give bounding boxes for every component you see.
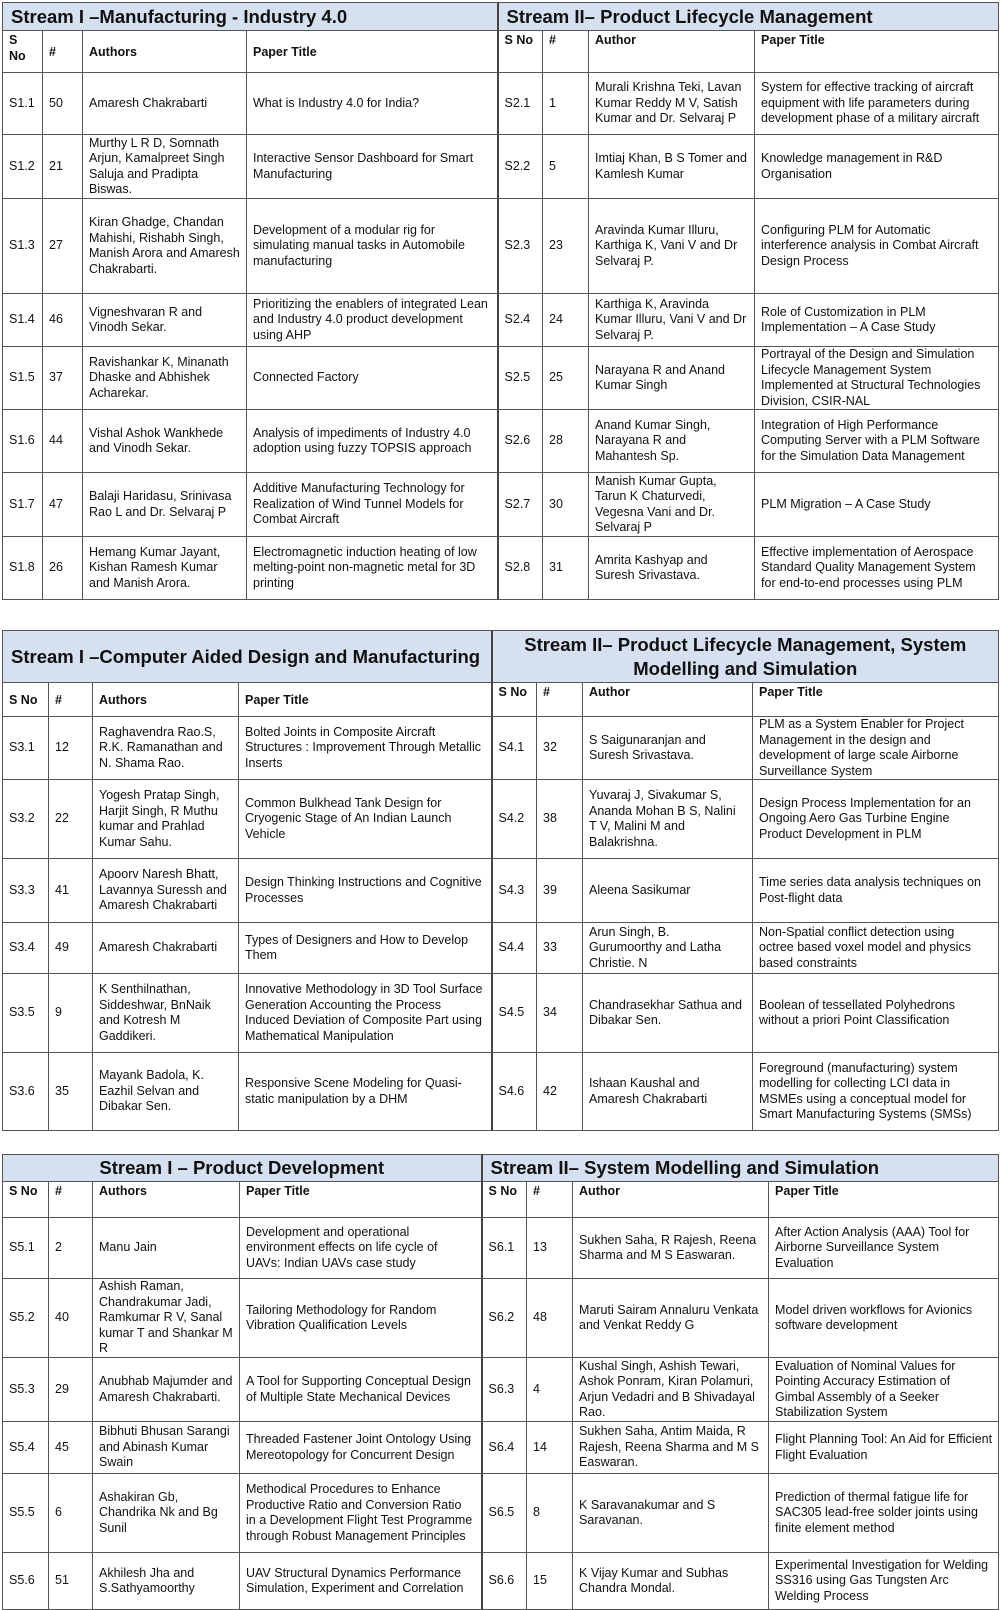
paper-title-cell: Development and operational environment effects on life cycle of UAVs: Indian UAVs case study [240,1218,482,1279]
authors-cell: K Saravanakumar and S Saravanan. [573,1474,769,1553]
authors-cell: Sukhen Saha, R Rajesh, Reena Sharma and M S Easwaran. [573,1218,769,1279]
col-header-sno: S No [492,683,537,717]
session-block-1 [2,2,998,600]
table-row [3,473,999,537]
schedule-table [2,2,999,600]
session-id: S1.8 [3,537,43,600]
paper-number: 41 [49,859,93,923]
table-row [3,1422,999,1474]
paper-title-cell: Experimental Investigation for Welding SS316 using Gas Tungsten Arc Welding Process [769,1553,999,1610]
paper-number: 32 [537,717,583,780]
col-header-number: # [43,31,83,73]
session-id: S3.3 [3,859,49,923]
session-block-3 [2,1154,998,1610]
session-id: S3.6 [3,1053,49,1131]
paper-title-cell: Design Thinking Instructions and Cognitive Processes [239,859,492,923]
paper-title-cell: Configuring PLM for Automatic interference analysis in Combat Aircraft Design Process [755,199,999,294]
authors-cell: Hemang Kumar Jayant, Kishan Ramesh Kumar and Manish Arora. [83,537,247,600]
authors-cell: Yuvaraj J, Sivakumar S, Ananda Mohan B S, Nalini T V, Malini M and Balakrishna. [583,780,753,859]
table-row [3,1358,999,1422]
paper-title-cell: Common Bulkhead Tank Design for Cryogenic Stage of An Indian Launch Vehicle [239,780,492,859]
col-header-number: # [537,683,583,717]
paper-title-cell: Knowledge management in R&D Organisation [755,135,999,199]
authors-cell: Raghavendra Rao.S, R.K. Ramanathan and N. Shama Rao. [93,717,239,780]
authors-cell: K Vijay Kumar and Subhas Chandra Mondal. [573,1553,769,1610]
session-id: S2.6 [498,410,543,473]
authors-cell: Murali Krishna Teki, Lavan Kumar Reddy M V, Satish Kumar and Dr. Selvaraj P [589,73,755,135]
session-id: S1.4 [3,294,43,347]
table-row [3,717,999,780]
authors-cell: Aleena Sasikumar [583,859,753,923]
paper-title-cell: Development of a modular rig for simulating manual tasks in Automobile manufacturing [247,199,498,294]
paper-number: 31 [543,537,589,600]
paper-title-cell: Time series data analysis techniques on Post-flight data [753,859,999,923]
paper-number: 50 [43,73,83,135]
col-header-authors: Authors [93,683,239,717]
authors-cell: Kushal Singh, Ashish Tewari, Ashok Ponram, Kiran Polamuri, Arjun Vedadri and B Shivadayal Rao. [573,1358,769,1422]
col-header-author: Author [583,683,753,717]
session-id: S1.2 [3,135,43,199]
paper-title-cell: Analysis of impediments of Industry 4.0 adoption using fuzzy TOPSIS approach [247,410,498,473]
session-id: S5.5 [3,1474,49,1553]
paper-number: 25 [543,347,589,410]
paper-number: 42 [537,1053,583,1131]
paper-title-cell: Effective implementation of Aerospace Standard Quality Management System for end-to-end processes using PLM [755,537,999,600]
paper-number: 45 [49,1422,93,1474]
session-id: S3.1 [3,717,49,780]
session-id: S5.6 [3,1553,49,1610]
authors-cell: Sukhen Saha, Antim Maida, R Rajesh, Reena Sharma and M S Easwaran. [573,1422,769,1474]
col-header-sno: S No [498,31,543,73]
session-id: S1.6 [3,410,43,473]
table-row [3,1279,999,1358]
authors-cell: Mayank Badola, K. Eazhil Selvan and Dibakar Sen. [93,1053,239,1131]
session-id: S6.2 [482,1279,527,1358]
stream-title-right: Stream II– Product Lifecycle Management [498,3,999,31]
paper-title-cell: Tailoring Methodology for Random Vibration Qualification Levels [240,1279,482,1358]
paper-title-cell: Additive Manufacturing Technology for Realization of Wind Tunnel Models for Combat Aircraft [247,473,498,537]
table-row [3,1553,999,1610]
authors-cell: Ashakiran Gb, Chandrika Nk and Bg Sunil [93,1474,240,1553]
session-id: S6.5 [482,1474,527,1553]
authors-cell: Aravinda Kumar Illuru, Karthiga K, Vani V and Dr Selvaraj P. [589,199,755,294]
paper-number: 37 [43,347,83,410]
paper-number: 12 [49,717,93,780]
paper-title-cell: Bolted Joints in Composite Aircraft Structures : Improvement Through Metallic Inserts [239,717,492,780]
session-id: S6.3 [482,1358,527,1422]
paper-title-cell: Prioritizing the enablers of integrated Lean and Industry 4.0 product development using AHP [247,294,498,347]
paper-title-cell: After Action Analysis (AAA) Tool for Airborne Surveillance System Evaluation [769,1218,999,1279]
col-header-title: Paper Title [239,683,492,717]
paper-number: 29 [49,1358,93,1422]
authors-cell: Manish Kumar Gupta, Tarun K Chaturvedi, Vegesna Vani and Dr. Selvaraj P [589,473,755,537]
paper-title-cell: Foreground (manufacturing) system modelling for collecting LCI data in MSMEs using a conceptual model for Smart Manufacturing Systems (SMSs) [753,1053,999,1131]
paper-number: 1 [543,73,589,135]
col-header-title: Paper Title [247,31,498,73]
authors-cell: Kiran Ghadge, Chandan Mahishi, Rishabh Singh, Manish Arora and Amaresh Chakrabarti. [83,199,247,294]
session-id: S6.6 [482,1553,527,1610]
paper-title-cell: Evaluation of Nominal Values for Pointing Accuracy Estimation of Gimbal Assembly of a Seeker Stabilization System [769,1358,999,1422]
paper-number: 2 [49,1218,93,1279]
session-id: S2.4 [498,294,543,347]
table-row [3,974,999,1053]
paper-number: 13 [527,1218,573,1279]
schedule-table [2,630,999,1131]
paper-title-cell: Non-Spatial conflict detection using octree based voxel model and physics based constraints [753,923,999,974]
table-row [3,859,999,923]
stream-title-left: Stream I –Computer Aided Design and Manufacturing [3,631,492,683]
session-id: S6.1 [482,1218,527,1279]
session-id: S1.3 [3,199,43,294]
paper-title-cell: PLM as a System Enabler for Project Management in the design and development of large scale Airborne Surveillance System [753,717,999,780]
paper-number: 28 [543,410,589,473]
schedule-table [2,1154,999,1610]
col-header-number: # [527,1182,573,1218]
paper-number: 15 [527,1553,573,1610]
authors-cell: Vigneshvaran R and Vinodh Sekar. [83,294,247,347]
session-id: S2.1 [498,73,543,135]
table-row [3,923,999,974]
session-id: S4.1 [492,717,537,780]
col-header-author: Author [589,31,755,73]
session-id: S5.3 [3,1358,49,1422]
paper-title-cell: Innovative Methodology in 3D Tool Surface Generation Accounting the Process Induced Deviation of Composite Part using Mathematical Manipulation [239,974,492,1053]
session-id: S1.5 [3,347,43,410]
authors-cell: Anubhab Majumder and Amaresh Chakrabarti. [93,1358,240,1422]
session-id: S1.1 [3,73,43,135]
authors-cell: Vishal Ashok Wankhede and Vinodh Sekar. [83,410,247,473]
paper-title-cell: Model driven workflows for Avionics software development [769,1279,999,1358]
session-id: S4.3 [492,859,537,923]
col-header-sno: S No [482,1182,527,1218]
paper-number: 30 [543,473,589,537]
col-header-number: # [543,31,589,73]
session-id: S2.8 [498,537,543,600]
authors-cell: Arun Singh, B. Gurumoorthy and Latha Christie. N [583,923,753,974]
paper-title-cell: Threaded Fastener Joint Ontology Using Mereotopology for Concurrent Design [240,1422,482,1474]
session-id: S3.5 [3,974,49,1053]
session-id: S2.3 [498,199,543,294]
authors-cell: Ashish Raman, Chandrakumar Jadi, Ramkumar R V, Sanal kumar T and Shankar M R [93,1279,240,1358]
session-id: S4.2 [492,780,537,859]
authors-cell: Narayana R and Anand Kumar Singh [589,347,755,410]
table-row [3,135,999,199]
authors-cell: Ishaan Kaushal and Amaresh Chakrabarti [583,1053,753,1131]
paper-title-cell: Prediction of thermal fatigue life for SAC305 lead-free solder joints using finite element method [769,1474,999,1553]
authors-cell: Amaresh Chakrabarti [83,73,247,135]
table-row [3,1053,999,1131]
paper-title-cell: UAV Structural Dynamics Performance Simulation, Experiment and Correlation [240,1553,482,1610]
stream-title-right: Stream II– Product Lifecycle Management, System Modelling and Simulation [492,631,999,683]
table-row [3,294,999,347]
col-header-title: Paper Title [755,31,999,73]
authors-cell: Ravishankar K, Minanath Dhaske and Abhishek Acharekar. [83,347,247,410]
stream-title-left: Stream I –Manufacturing - Industry 4.0 [3,3,498,31]
paper-number: 9 [49,974,93,1053]
paper-number: 26 [43,537,83,600]
session-id: S5.4 [3,1422,49,1474]
col-header-sno: S No [3,31,43,73]
paper-number: 47 [43,473,83,537]
paper-number: 14 [527,1422,573,1474]
session-block-2 [2,630,998,1131]
col-header-title: Paper Title [769,1182,999,1218]
column-header-row [3,683,999,717]
session-id: S4.4 [492,923,537,974]
paper-title-cell: Role of Customization in PLM Implementation – A Case Study [755,294,999,347]
paper-title-cell: Electromagnetic induction heating of low melting-point non-magnetic metal for 3D printing [247,537,498,600]
session-id: S6.4 [482,1422,527,1474]
authors-cell: Anand Kumar Singh, Narayana R and Mahantesh Sp. [589,410,755,473]
authors-cell: Imtiaj Khan, B S Tomer and Kamlesh Kumar [589,135,755,199]
authors-cell: Yogesh Pratap Singh, Harjit Singh, R Muthu kumar and Prahlad Kumar Sahu. [93,780,239,859]
paper-number: 4 [527,1358,573,1422]
authors-cell: S Saigunaranjan and Suresh Srivastava. [583,717,753,780]
table-row [3,199,999,294]
paper-title-cell: What is Industry 4.0 for India? [247,73,498,135]
paper-title-cell: Interactive Sensor Dashboard for Smart Manufacturing [247,135,498,199]
stream-title-left: Stream I – Product Development [3,1155,482,1182]
paper-number: 40 [49,1279,93,1358]
column-header-row [3,1182,999,1218]
session-id: S3.2 [3,780,49,859]
paper-title-cell: Flight Planning Tool: An Aid for Efficient Flight Evaluation [769,1422,999,1474]
authors-cell: Chandrasekhar Sathua and Dibakar Sen. [583,974,753,1053]
col-header-author: Author [573,1182,769,1218]
authors-cell: Balaji Haridasu, Srinivasa Rao L and Dr. Selvaraj P [83,473,247,537]
col-header-sno: S No [3,1182,49,1218]
col-header-number: # [49,1182,93,1218]
table-row [3,780,999,859]
table-row [3,1218,999,1279]
paper-title-cell: PLM Migration – A Case Study [755,473,999,537]
authors-cell: Manu Jain [93,1218,240,1279]
col-header-sno: S No [3,683,49,717]
authors-cell: Amrita Kashyap and Suresh Srivastava. [589,537,755,600]
authors-cell: Apoorv Naresh Bhatt, Lavannya Suressh and Amaresh Chakrabarti [93,859,239,923]
paper-number: 23 [543,199,589,294]
session-id: S2.7 [498,473,543,537]
table-row [3,537,999,600]
paper-title-cell: Methodical Procedures to Enhance Productive Ratio and Conversion Ratio in a Development Flight Test Programme through Robust Management Principles [240,1474,482,1553]
session-id: S5.2 [3,1279,49,1358]
paper-title-cell: A Tool for Supporting Conceptual Design of Multiple State Mechanical Devices [240,1358,482,1422]
table-row [3,73,999,135]
paper-number: 22 [49,780,93,859]
col-header-title: Paper Title [753,683,999,717]
paper-number: 38 [537,780,583,859]
paper-number: 27 [43,199,83,294]
paper-number: 24 [543,294,589,347]
paper-title-cell: Connected Factory [247,347,498,410]
paper-number: 8 [527,1474,573,1553]
col-header-authors: Authors [83,31,247,73]
paper-title-cell: Types of Designers and How to Develop Them [239,923,492,974]
table-row [3,347,999,410]
paper-title-cell: Portrayal of the Design and Simulation Lifecycle Management System Implemented at Structural Technologies Division, CSIR-NAL [755,347,999,410]
column-header-row [3,31,999,73]
paper-title-cell: Responsive Scene Modeling for Quasi-static manipulation by a DHM [239,1053,492,1131]
paper-title-cell: Design Process Implementation for an Ongoing Aero Gas Turbine Engine Product Development in PLM [753,780,999,859]
paper-number: 21 [43,135,83,199]
paper-number: 39 [537,859,583,923]
paper-number: 33 [537,923,583,974]
authors-cell: Murthy L R D, Somnath Arjun, Kamalpreet Singh Saluja and Pradipta Biswas. [83,135,247,199]
table-row [3,1474,999,1553]
col-header-authors: Authors [93,1182,240,1218]
paper-number: 44 [43,410,83,473]
paper-title-cell: Integration of High Performance Computing Server with a PLM Software for the Simulation Data Management [755,410,999,473]
authors-cell: Maruti Sairam Annaluru Venkata and Venkat Reddy G [573,1279,769,1358]
col-header-number: # [49,683,93,717]
authors-cell: Amaresh Chakrabarti [93,923,239,974]
session-id: S4.5 [492,974,537,1053]
table-row [3,410,999,473]
authors-cell: K Senthilnathan, Siddeshwar, BnNaik and Kotresh M Gaddikeri. [93,974,239,1053]
paper-title-cell: System for effective tracking of aircraft equipment with life parameters during development phase of a military aircraft [755,73,999,135]
paper-number: 6 [49,1474,93,1553]
paper-number: 34 [537,974,583,1053]
paper-number: 5 [543,135,589,199]
paper-number: 35 [49,1053,93,1131]
paper-number: 51 [49,1553,93,1610]
session-id: S5.1 [3,1218,49,1279]
authors-cell: Bibhuti Bhusan Sarangi and Abinash Kumar Swain [93,1422,240,1474]
stream-title-right: Stream II– System Modelling and Simulation [482,1155,999,1182]
paper-number: 49 [49,923,93,974]
authors-cell: Akhilesh Jha and S.Sathyamoorthy [93,1553,240,1610]
col-header-title: Paper Title [240,1182,482,1218]
session-id: S2.2 [498,135,543,199]
session-id: S2.5 [498,347,543,410]
paper-number: 46 [43,294,83,347]
session-id: S4.6 [492,1053,537,1131]
authors-cell: Karthiga K, Aravinda Kumar Illuru, Vani V and Dr Selvaraj P. [589,294,755,347]
session-id: S1.7 [3,473,43,537]
paper-title-cell: Boolean of tessellated Polyhedrons without a priori Point Classification [753,974,999,1053]
paper-number: 48 [527,1279,573,1358]
session-id: S3.4 [3,923,49,974]
